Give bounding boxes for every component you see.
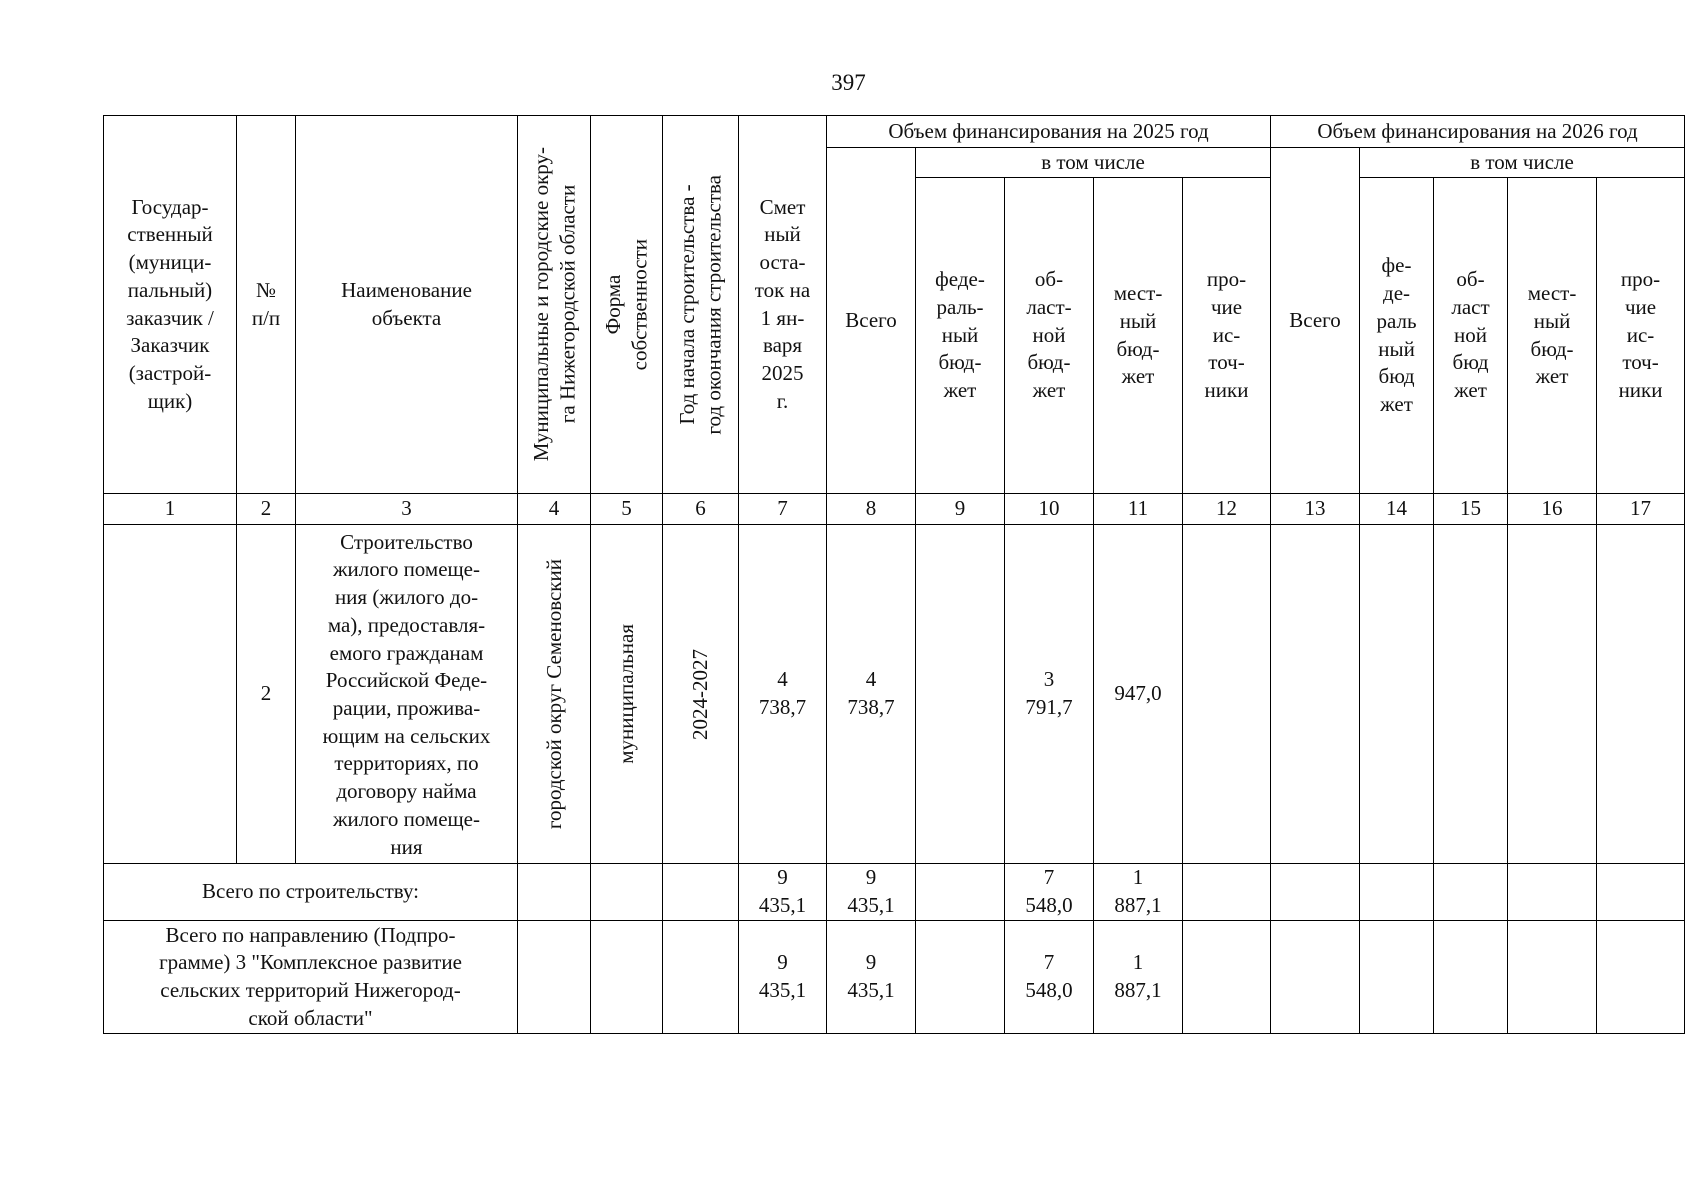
header-regional-2025: об- ласт- ной бюд- жет [1005, 178, 1094, 494]
total-direction-label: Всего по направлению (Подпро- грамме) 3 "Комплексное развитие сельских территорий Нижегород- ской области" [104, 921, 518, 1034]
empty-cell [1360, 864, 1434, 921]
header-other-2025: про- чие ис- точ- ники [1183, 178, 1271, 494]
col-number: 8 [827, 494, 916, 525]
col-number: 14 [1360, 494, 1434, 525]
row-other-2025 [1183, 525, 1271, 864]
col-number: 11 [1094, 494, 1183, 525]
header-federal-2026: фе- де- раль ный бюд жет [1360, 178, 1434, 494]
header-including-2025: в том числе [916, 148, 1271, 178]
table-row [104, 525, 1685, 864]
total-direction-balance: 9 435,1 [739, 921, 827, 1034]
header-number: № п/п [237, 116, 296, 494]
empty-cell [1183, 864, 1271, 921]
row-balance: 4 738,7 [739, 525, 827, 864]
col-number: 13 [1271, 494, 1360, 525]
col-number: 10 [1005, 494, 1094, 525]
total-direction-local-2025: 1 887,1 [1094, 921, 1183, 1034]
header-total-2025: Всего [827, 148, 916, 494]
total-direction-regional-2025: 7 548,0 [1005, 921, 1094, 1034]
empty-cell [1434, 864, 1508, 921]
empty-cell [1434, 921, 1508, 1034]
empty-cell [1271, 864, 1360, 921]
col-number: 2 [237, 494, 296, 525]
row-regional-2026 [1434, 525, 1508, 864]
total-direction-row [104, 921, 1685, 1034]
empty-cell [1271, 921, 1360, 1034]
col-number: 7 [739, 494, 827, 525]
empty-cell [1597, 921, 1685, 1034]
header-financing-2026: Объем финансирования на 2026 год [1271, 116, 1685, 148]
row-ownership: муниципальная [591, 525, 663, 864]
row-object-name: Строительство жилого помеще- ния (жилого до- ма), предоставля- емого гражданам Российской Феде- рации, прожива- ющим на сельских территориях, по договору найма жилого помеще- ния [296, 525, 518, 864]
header-total-2026: Всего [1271, 148, 1360, 494]
header-local-2025: мест- ный бюд- жет [1094, 178, 1183, 494]
row-regional-2025: 3 791,7 [1005, 525, 1094, 864]
col-number: 6 [663, 494, 739, 525]
row-local-2025: 947,0 [1094, 525, 1183, 864]
header-regional-2026: об- ласт ной бюд жет [1434, 178, 1508, 494]
header-other-2026: про- чие ис- точ- ники [1597, 178, 1685, 494]
header-local-2026: мест- ный бюд- жет [1508, 178, 1597, 494]
total-construction-label: Всего по строительству: [104, 864, 518, 921]
header-municipality: Муниципальные и городские окру- га Нижегородской области [518, 116, 591, 494]
total-direction-total-2025: 9 435,1 [827, 921, 916, 1034]
header-federal-2025: феде- раль- ный бюд- жет [916, 178, 1005, 494]
col-number: 9 [916, 494, 1005, 525]
empty-cell [518, 864, 591, 921]
row-federal-2025 [916, 525, 1005, 864]
row-total-2025: 4 738,7 [827, 525, 916, 864]
col-number: 15 [1434, 494, 1508, 525]
row-customer [104, 525, 237, 864]
total-construction-total-2025: 9 435,1 [827, 864, 916, 921]
empty-cell [663, 864, 739, 921]
empty-cell [1360, 921, 1434, 1034]
header-financing-2025: Объем финансирования на 2025 год [827, 116, 1271, 148]
header-ownership: Форма собственности [591, 116, 663, 494]
column-numbers-row [104, 494, 1685, 525]
empty-cell [1597, 864, 1685, 921]
total-construction-row [104, 864, 1685, 921]
row-municipality: городской округ Семеновский [518, 525, 591, 864]
empty-cell [916, 864, 1005, 921]
total-construction-balance: 9 435,1 [739, 864, 827, 921]
total-construction-regional-2025: 7 548,0 [1005, 864, 1094, 921]
financing-table [103, 115, 1685, 1034]
row-total-2026 [1271, 525, 1360, 864]
row-federal-2026 [1360, 525, 1434, 864]
row-number: 2 [237, 525, 296, 864]
empty-cell [916, 921, 1005, 1034]
col-number: 1 [104, 494, 237, 525]
header-including-2026: в том числе [1360, 148, 1685, 178]
empty-cell [518, 921, 591, 1034]
empty-cell [591, 864, 663, 921]
empty-cell [1508, 921, 1597, 1034]
row-years: 2024-2027 [663, 525, 739, 864]
total-construction-local-2025: 1 887,1 [1094, 864, 1183, 921]
header-years: Год начала строительства - год окончания строительства [663, 116, 739, 494]
col-number: 3 [296, 494, 518, 525]
empty-cell [663, 921, 739, 1034]
col-number: 16 [1508, 494, 1597, 525]
page-number: 397 [831, 70, 866, 95]
row-local-2026 [1508, 525, 1597, 864]
row-other-2026 [1597, 525, 1685, 864]
empty-cell [1508, 864, 1597, 921]
header-customer: Государ- ственный (муници- пальный) заказчик / Заказчик (застрой- щик) [104, 116, 237, 494]
col-number: 17 [1597, 494, 1685, 525]
empty-cell [591, 921, 663, 1034]
col-number: 4 [518, 494, 591, 525]
col-number: 12 [1183, 494, 1271, 525]
header-object-name: Наименование объекта [296, 116, 518, 494]
empty-cell [1183, 921, 1271, 1034]
header-balance: Смет ный оста- ток на 1 ян- варя 2025 г. [739, 116, 827, 494]
col-number: 5 [591, 494, 663, 525]
